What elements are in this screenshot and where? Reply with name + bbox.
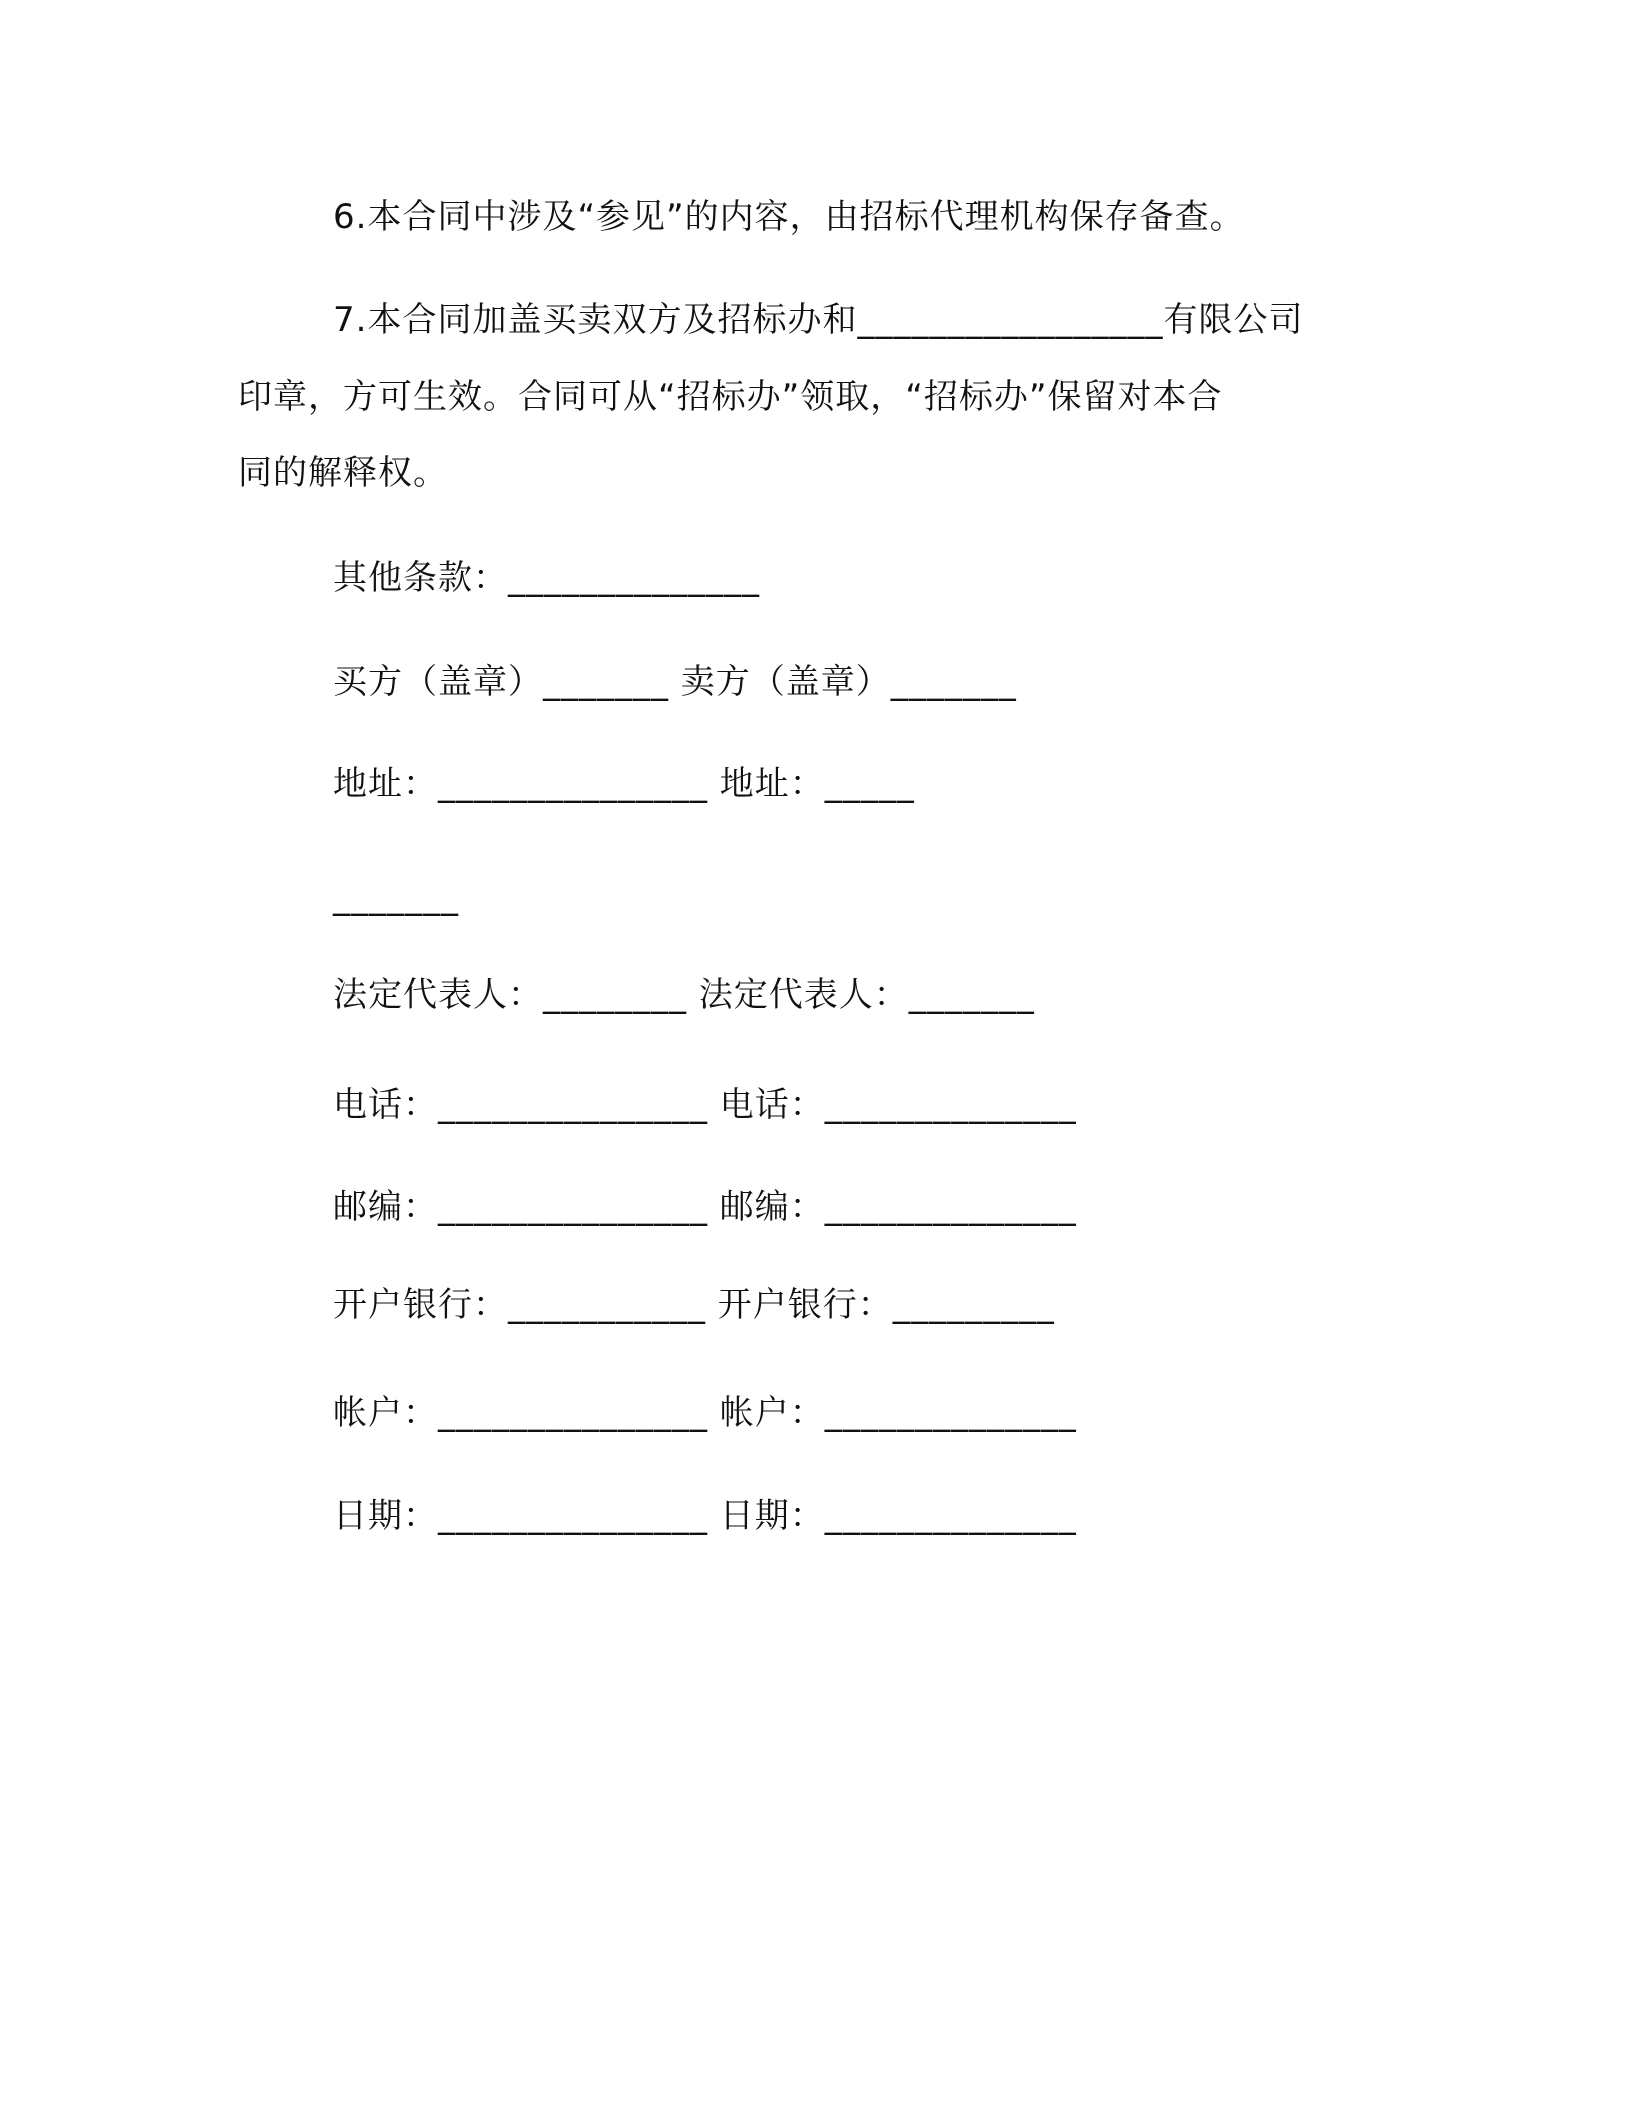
address-continuation-line: _______ (333, 877, 459, 917)
legal-representative-line: 法定代表人：________ 法定代表人：_______ (333, 975, 1035, 1015)
clause-7-line-3: 同的解释权。 (238, 453, 448, 493)
clause-7-line-2: 印章，方可生效。合同可从“招标办”领取，“招标办”保留对本合 (238, 377, 1223, 417)
other-terms-field: 其他条款：______________ (333, 558, 760, 598)
clause-6: 6.本合同中涉及“参见”的内容，由招标代理机构保存备查。 (333, 197, 1245, 237)
phone-line: 电话：_______________ 电话：______________ (333, 1085, 1077, 1125)
date-line: 日期：_______________ 日期：______________ (333, 1496, 1077, 1536)
account-line: 帐户：_______________ 帐户：______________ (333, 1393, 1077, 1433)
clause-7-line-1: 7.本合同加盖买卖双方及招标办和_________________有限公司 (333, 300, 1304, 340)
party-seal-line: 买方（盖章）_______ 卖方（盖章）_______ (333, 662, 1017, 702)
address-line: 地址：_______________ 地址：_____ (333, 764, 915, 804)
bank-line: 开户银行：___________ 开户银行：_________ (333, 1285, 1055, 1325)
postcode-line: 邮编：_______________ 邮编：______________ (333, 1187, 1077, 1227)
